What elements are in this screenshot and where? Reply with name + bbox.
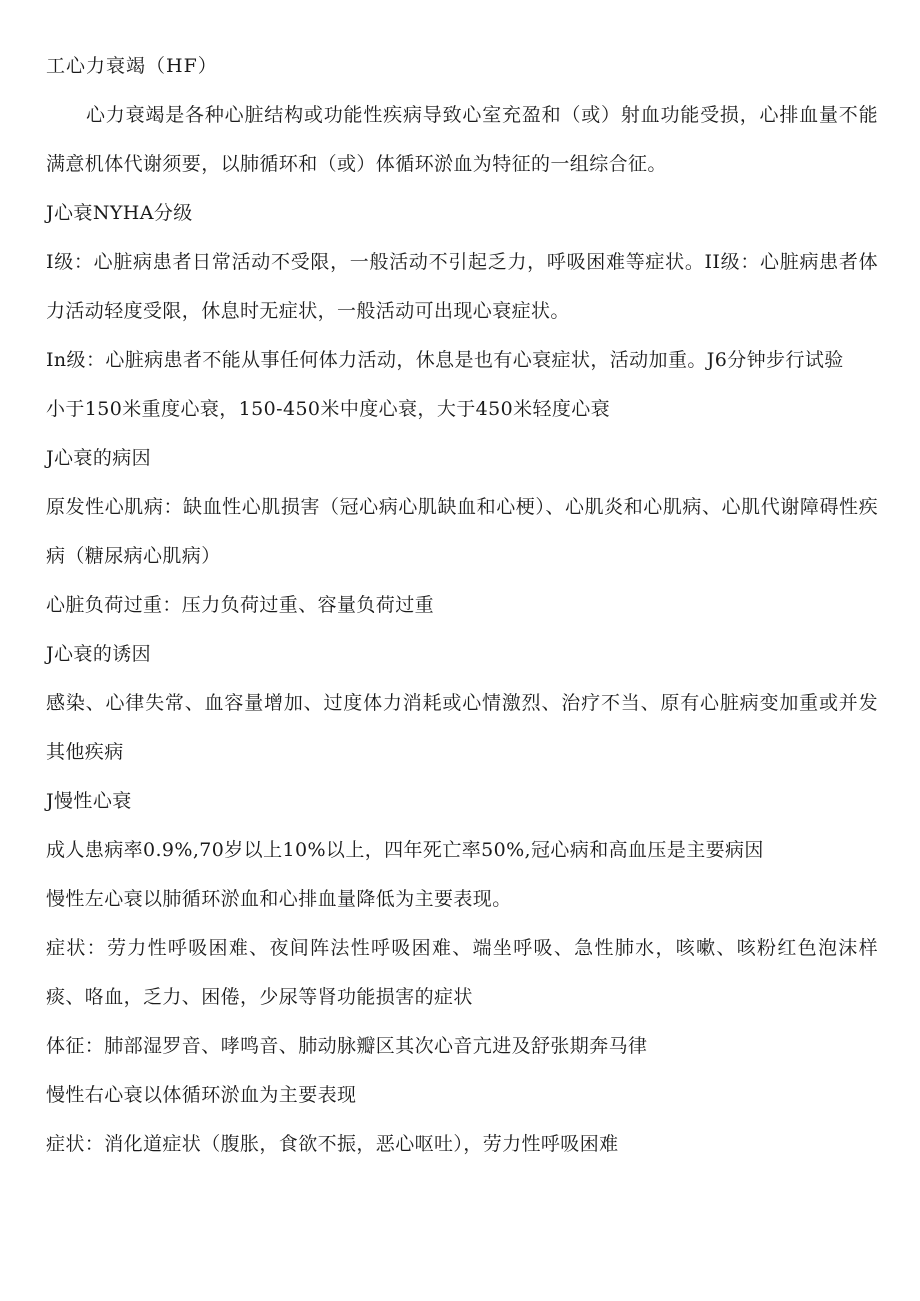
document-page	[46, 42, 878, 1169]
paragraph: In级：心脏病患者不能从事任何体力活动，休息是也有心衰症状，活动加重。J6分钟步行试验	[46, 349, 844, 371]
paragraph: 心力衰竭是各种心脏结构或功能性疾病导致心室充盈和（或）射血功能受损，心排血量不能满意机体代谢须要，以肺循环和（或）体循环淤血为特征的一组综合征。	[46, 104, 878, 175]
paragraph: I级：心脏病患者日常活动不受限，一般活动不引起乏力，呼吸困难等症状。II级：心脏病患者体力活动轻度受限，休息时无症状，一般活动可出现心衰症状。	[46, 251, 878, 322]
paragraph: 症状：劳力性呼吸困难、夜间阵法性呼吸困难、端坐呼吸、急性肺水，咳嗽、咳粉红色泡沫样痰、咯血，乏力、困倦，少尿等肾功能损害的症状	[46, 937, 878, 1008]
paragraph: 原发性心肌病：缺血性心肌损害（冠心病心肌缺血和心梗）、心肌炎和心肌病、心肌代谢障碍性疾病（糖尿病心肌病）	[46, 496, 878, 567]
paragraph: 慢性左心衰以肺循环淤血和心排血量降低为主要表现。	[46, 888, 512, 910]
paragraph: 成人患病率0.9%,70岁以上10%以上，四年死亡率50%,冠心病和高血压是主要病因	[46, 839, 764, 861]
paragraph: 心脏负荷过重：压力负荷过重、容量负荷过重	[46, 594, 435, 616]
paragraph: J心衰的诱因	[46, 643, 152, 665]
paragraph: 症状：消化道症状（腹胀，食欲不振，恶心呕吐），劳力性呼吸困难	[46, 1133, 619, 1155]
paragraph: 感染、心律失常、血容量增加、过度体力消耗或心情激烈、治疗不当、原有心脏病变加重或并发其他疾病	[46, 692, 878, 763]
paragraph: J心衰的病因	[46, 447, 152, 469]
paragraph: 小于150米重度心衰，150-450米中度心衰，大于450米轻度心衰	[46, 398, 611, 420]
paragraph: 慢性右心衰以体循环淤血为主要表现	[46, 1084, 357, 1106]
paragraph: 体征：肺部湿罗音、哮鸣音、肺动脉瓣区其次心音亢进及舒张期奔马律	[46, 1035, 648, 1057]
paragraph: J慢性心衰	[46, 790, 132, 812]
document-title: 工心力衰竭（HF）	[46, 55, 218, 77]
document-body	[46, 91, 878, 1169]
paragraph: J心衰NYHA分级	[46, 202, 193, 224]
